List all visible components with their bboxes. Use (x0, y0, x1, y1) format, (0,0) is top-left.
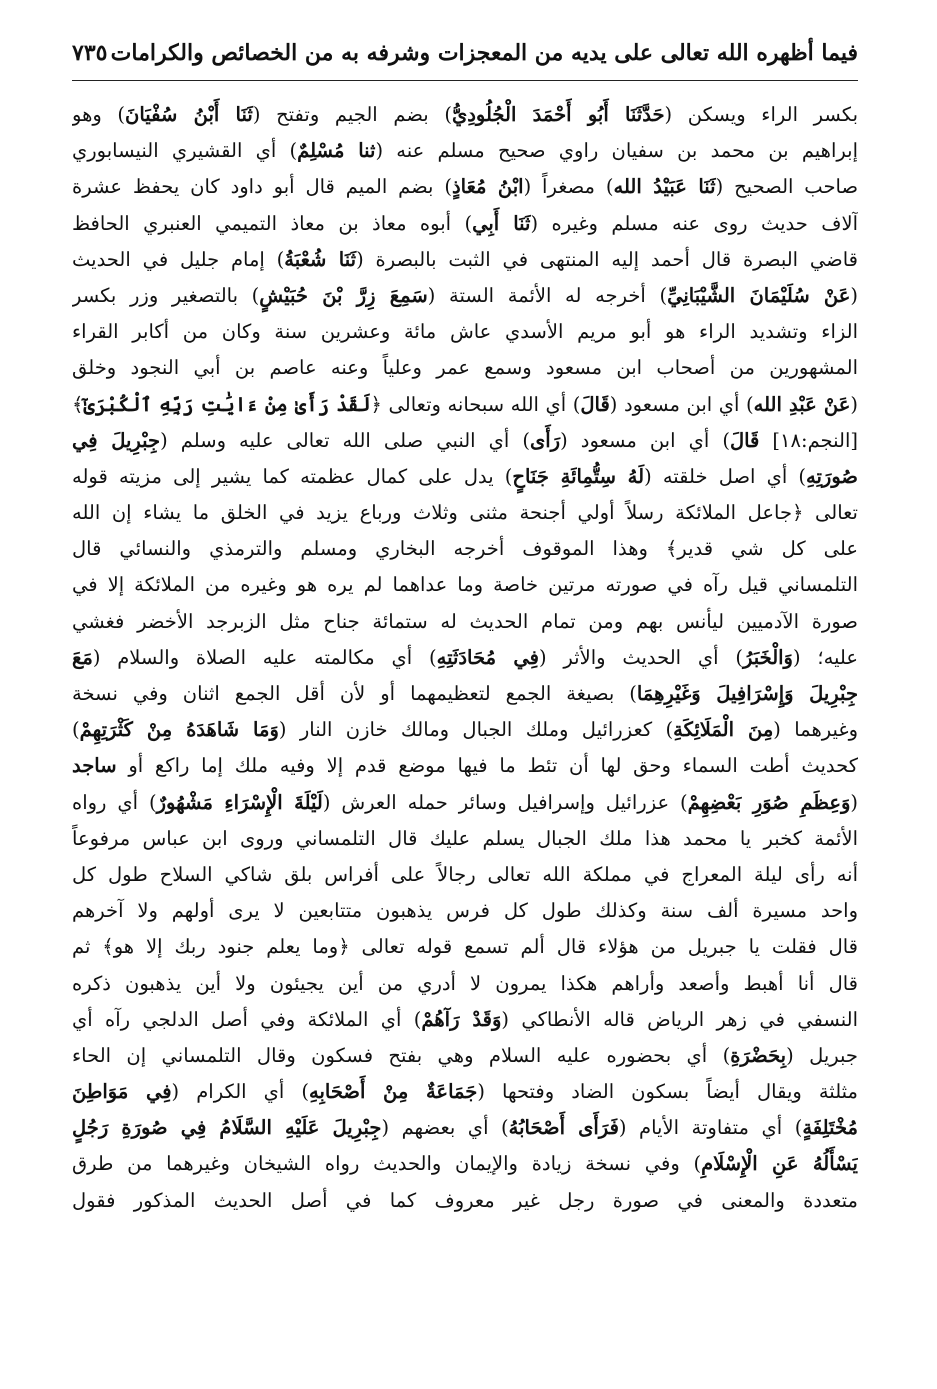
text-segment: الأئمة كخبر يا محمد هذا ملك الجبال يسلم عليك قال التلمساني وروى ابن عباس مرفوعاً (72, 826, 858, 850)
text-segment: مثلثة ويقال أيضاً بسكون الضاد وفتحها ( (477, 1080, 858, 1104)
bold-quote-segment: سَمِعَ زِرَّ بْنَ حُبَيْشٍ (259, 283, 428, 307)
text-line (72, 821, 858, 857)
bold-quote-segment: جِبْرِيلَ وَإِسْرَافِيلَ وَغَيْرِهِمَا (636, 682, 858, 705)
bold-quote-segment: فِي مَوَاطِنَ (72, 1080, 172, 1104)
text-line (72, 495, 858, 531)
bold-quote-segment: ثَنَا عَبَيْدُ الله (613, 175, 716, 199)
bold-quote-segment: ثنا مُسْلِمٌ (297, 139, 376, 163)
bold-quote-segment: ثَنَا شُعْبَةُ (284, 247, 357, 271)
text-segment: ) وهو (72, 103, 126, 126)
text-segment: بكسر الراء ويسكن ( (664, 103, 858, 126)
text-segment: إبراهيم بن محمد بن سفيان راوي صحيح مسلم عنه ( (375, 139, 858, 163)
text-line (72, 929, 858, 965)
text-segment: قاضي البصرة قال أحمد إليه المنتهى في الثبت بالبصرة ( (356, 247, 858, 271)
bold-quote-segment: قَالَ (729, 428, 760, 452)
text-segment: التلمساني قيل رآه في صورته مرتين خاصة وما عداهما لم يره هو وغيره من الملائكة إلا في (72, 573, 858, 597)
text-segment: ﴾ (72, 392, 84, 416)
text-segment: ) أي الملائكة وفي أصل الدلجي رآه أي (72, 1007, 422, 1031)
text-segment: ) أي بحضوره عليه السلام وهي بفتح فسكون وقال التلمساني إن الحاء (72, 1043, 731, 1067)
text-segment: ) مصغراً ( (523, 175, 614, 199)
book-page (72, 30, 858, 1370)
text-segment: قال أنا أهبط وأصعد وأراهم هكذا يمرون لا أدري من أين يجيئون ولا أين يذهبون ذكره (72, 971, 858, 995)
bold-quote-segment: ابْنُ مُعَاذٍ (451, 175, 524, 199)
bold-quote-segment: جِبْرِيلَ فِي (72, 428, 161, 452)
text-segment: ) أخرجه له الأئمة الستة ( (427, 283, 668, 307)
text-segment: واحد مسيرة ألف سنة وكذلك طول كل فرس يذهبون متتابعين لا يرى أولهم ولا آخرهم (72, 899, 858, 923)
text-segment: أنه رأى ليلة المعراج في مملكة الله تعالى رجالاً على أفراس بلق شاكي السلاح طول كل (72, 862, 858, 886)
text-segment: النسفي في زهر الرياض قاله الأنطاكي ( (501, 1007, 858, 1031)
bold-quote-segment: ثَنَا أَبِي (472, 211, 531, 235)
text-line (72, 423, 858, 459)
text-segment: ) بالتصغير وزر بكسر (72, 283, 260, 307)
text-line (72, 640, 858, 676)
bold-quote-segment: بِحَضْرَةِ (730, 1043, 787, 1067)
bold-quote-segment: عَنْ سُلَيْمَانَ الشَّيْبَانِيِّ (667, 283, 851, 307)
text-segment: ) يدل على كمال عظمته كما يشير إلى مزيته قوله (72, 464, 513, 488)
text-segment: متعددة والمعنى في صورة رجل غير معروف كما في أصل الحديث المذكور فقول (72, 1188, 858, 1212)
text-segment: ) (72, 718, 80, 742)
text-line (72, 350, 858, 386)
text-segment: ) بضم الميم قال أبو داود كان يحفظ عشرة (72, 175, 452, 199)
text-line (72, 531, 858, 567)
bold-quote-segment: وَقَدْ رَآهُمْ (421, 1007, 502, 1031)
text-segment: ) إمام جليل في الحديث (72, 247, 285, 271)
text-segment: ) وفي نسخة زيادة والإيمان والحديث رواه الشيخان وغيرهما من طرق (72, 1152, 702, 1176)
bold-quote-segment: فَرَأَى أَصْحَابُهُ (508, 1116, 619, 1140)
page-header (72, 30, 858, 81)
bold-quote-segment: مُخْتَلِفَةٍ (802, 1116, 858, 1140)
text-segment: ( (850, 790, 858, 814)
text-segment: صورة الآدميين ليأنس بهم ومن تمام الحديث له ستمائة جناح مثل الزبرجد الأخضر فغشي (72, 609, 858, 633)
text-line (72, 1074, 858, 1110)
text-line (72, 567, 858, 603)
text-segment: آلاف حديث روى عنه مسلم وغيره ( (530, 211, 858, 235)
text-segment: ) عزرائيل وإسرافيل وسائر حمله العرش ( (322, 790, 688, 814)
text-segment: المشهورين من أصحاب ابن مسعود وسمع عمر وعلياً وعنه عاصم بن أبي النجود وخلق (72, 356, 858, 380)
text-segment: ) أي ابن مسعود ( (609, 392, 754, 416)
running-title: فيما أظهره الله تعالى على يديه من المعجزات وشرفه به من الخصائص والكرامات (110, 40, 858, 66)
body-text (72, 97, 858, 1219)
text-segment: ) أي اصل خلقته ( (644, 464, 807, 488)
text-segment: ) أي رواه (72, 790, 157, 814)
text-line (72, 712, 858, 748)
text-line (72, 676, 858, 712)
text-segment: صاحب الصحيح ( (715, 175, 858, 199)
text-segment: كحديث أطت السماء وحق لها أن تئط ما فيها موضع قدم إلا وفيه ملك إما راكع أو (116, 754, 858, 778)
text-segment: ) أي الحديث والأثر ( (539, 645, 743, 669)
text-line (72, 1183, 858, 1219)
text-line (72, 857, 858, 893)
bold-quote-segment: ساجد (72, 754, 117, 778)
bold-quote-segment: جِبْرِيلَ عَلَيْهِ السَّلَامُ فِي صُورَةِ رَجُلٍ (72, 1116, 382, 1140)
bold-quote-segment: مَعَ (72, 645, 93, 669)
text-segment: ) أي النبي صلى الله تعالى عليه وسلم ( (160, 428, 530, 452)
text-line (72, 97, 858, 133)
text-line (72, 966, 858, 1002)
text-segment: تعالى ﴿جاعل الملائكة رسلاً أولي أجنحة مثنى وثلاث ورباع يزيد في الخلق ما يشاء إن الله (72, 501, 858, 525)
text-segment: ) أي ابن مسعود ( (560, 428, 730, 452)
bold-quote-segment: صُورَتِهِ (806, 464, 858, 488)
text-segment: [النجم:١٨] (759, 428, 858, 452)
text-line (72, 893, 858, 929)
bold-quote-segment: وَعِظَمِ صُوَرِ بَعْضِهِمْ (687, 790, 851, 814)
text-line (72, 278, 858, 314)
bold-quote-segment: لَهُ سِتُّمِائَةِ جَنَاحٍ (512, 464, 645, 488)
text-line (72, 1146, 858, 1182)
bold-quote-segment: عَنْ عَبْدِ الله (753, 392, 851, 416)
text-segment: على كل شي قدير﴾ وهذا الموقوف أخرجه البخاري ومسلم والترمذي والنسائي قال (72, 537, 858, 561)
text-segment: عليه؛ ( (792, 645, 858, 669)
text-segment: ) أي متفاوتة الأيام ( (618, 1116, 803, 1140)
bold-quote-segment: وَالْخَبَرُ (742, 645, 793, 669)
text-line (72, 1110, 858, 1146)
text-line (72, 604, 858, 640)
bold-quote-segment: لَيْلَةَ الْإِسْرَاءِ مَشْهُورٌ (156, 790, 323, 814)
page-number: ٧٣٥ (72, 40, 108, 66)
text-line (72, 169, 858, 205)
bold-quote-segment: قَالَ (580, 392, 610, 416)
text-line (72, 387, 858, 423)
text-segment: ) أي القشيري النيسابوري (72, 139, 298, 163)
text-segment: ) بضم الجيم وتفتح ( (252, 103, 452, 126)
bold-quote-segment: مِنَ الْمَلَائِكَةِ (673, 718, 774, 742)
text-line (72, 459, 858, 495)
bold-quote-segment: لَقَدْ رَأَىٰ مِنْ ءَايَٰتِ رَبِّهِ ٱلْكُبْرَىٰٓ (83, 392, 371, 416)
text-segment: ) بصيغة الجمع لتعظيمهما أو لأن أقل الجمع اثنان وفي نسخة (72, 682, 637, 705)
bold-quote-segment: جَمَاعَةٌ مِنْ أَصْحَابِهِ (309, 1080, 478, 1104)
text-segment: ) أبوه معاذ بن معاذ التميمي العنبري الحافظ (72, 211, 473, 235)
text-segment: ) أي مكالمته عليه الصلاة والسلام ( (92, 645, 437, 669)
text-segment: ( (850, 392, 858, 416)
text-segment: ( (850, 283, 858, 307)
text-segment: وغيرهما ( (773, 718, 858, 742)
bold-quote-segment: وَمَا شَاهَدَهُ مِنْ كَثْرَتِهِمْ (79, 718, 279, 742)
bold-quote-segment: فِي مُحَادَثَتِهِ (436, 645, 539, 669)
text-line (72, 785, 858, 821)
bold-quote-segment: رَأَى (530, 428, 561, 452)
text-line (72, 133, 858, 169)
bold-quote-segment: حَدَّثَنَا أَبُو أَحْمَدَ الْجُلُودِيُّ (451, 103, 665, 126)
text-segment: قال فقلت يا جبريل من هؤلاء قال ألم تسمع قوله تعالى ﴿وما يعلم جنود ربك إلا هو﴾ ثم (72, 935, 858, 959)
text-segment: الزاء وتشديد الراء هو أبو مريم الأسدي عاش مائة وعشرين سنة وكان من أكابر القراء (72, 320, 858, 344)
bold-quote-segment: ثَنَا أَبْنُ سُفْيَانَ (125, 103, 253, 126)
text-segment: ) أي بعضهم ( (381, 1116, 509, 1140)
text-segment: ) أي الله سبحانه وتعالى ﴿ (370, 392, 581, 416)
text-segment: ) كعزرائيل وملك الجبال ومالك خازن النار ( (278, 718, 674, 742)
text-line (72, 748, 858, 784)
text-line (72, 242, 858, 278)
text-line (72, 206, 858, 242)
text-segment: جبريل ( (786, 1043, 858, 1067)
text-line (72, 1038, 858, 1074)
text-line (72, 1002, 858, 1038)
text-line (72, 314, 858, 350)
bold-quote-segment: يَسْأَلُهُ عَنِ الْإِسْلَامِ (701, 1152, 858, 1176)
text-segment: ) أي الكرام ( (171, 1080, 309, 1104)
